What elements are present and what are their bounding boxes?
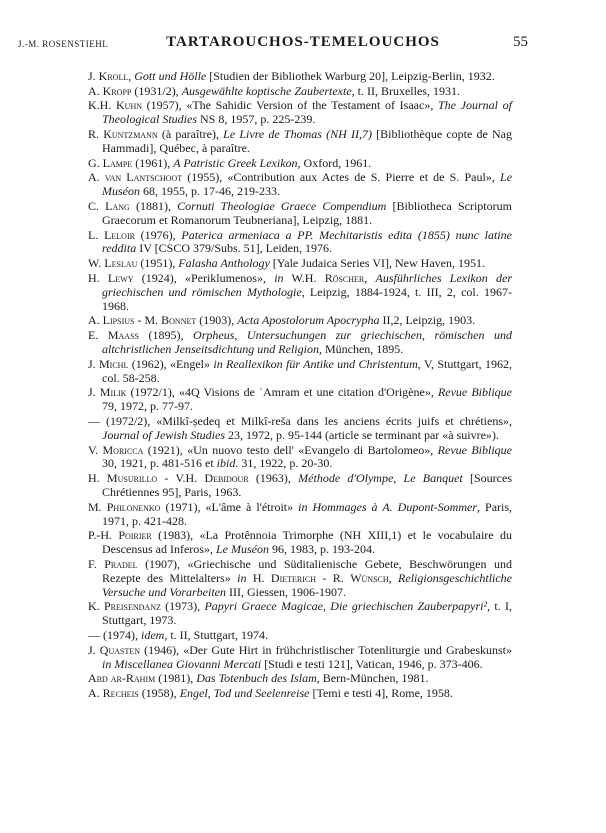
bibliography-entry-segment: L. bbox=[88, 227, 105, 242]
bibliography-entry-segment: (1946), «Der Gute Hirt in frühchristlischer Totenliturgie und Grabeskunst» bbox=[140, 642, 512, 657]
bibliography-entry bbox=[88, 229, 512, 257]
bibliography-entry-segment: K.H. bbox=[88, 98, 116, 113]
bibliography-entry-segment: Paterica armeniaca a PP. Mechitaristis edita (1855) nunc latine reddita bbox=[102, 227, 512, 256]
bibliography-entry-segment: Das Totenbuch des Islam bbox=[196, 671, 317, 686]
bibliography-entry-segment: H. bbox=[246, 570, 271, 585]
bibliography-entry-segment: P.-H. bbox=[88, 528, 119, 543]
bibliography-entry-segment: (1957), «The Sahidic Version of the Testament of Isaac», bbox=[142, 98, 438, 113]
bibliography-entry bbox=[88, 99, 512, 127]
bibliography-entry-segment: E. bbox=[88, 328, 108, 343]
bibliography-entry-segment: Abd ar-Rahim bbox=[88, 671, 156, 686]
bibliography-entry-segment: , Oxford, 1961. bbox=[297, 155, 372, 170]
bibliography-entry-segment: 79, 1972, p. 77-97. bbox=[102, 399, 193, 414]
bibliography-entry-segment: IV [CSCO 379/Subs. 51], Leiden, 1976. bbox=[136, 241, 332, 256]
bibliography-entry-segment: Papyri Graece Magicae, Die griechischen Zauberpapyri² bbox=[204, 599, 488, 614]
running-header-title: TARTAROUCHOS-TEMELOUCHOS bbox=[166, 34, 440, 50]
bibliography-entry-segment: Maass bbox=[107, 328, 139, 343]
bibliography-entry bbox=[88, 644, 512, 672]
bibliography-entry-segment: Religionsgeschichtliche Versuche und Vorarbeiten bbox=[102, 570, 513, 599]
bibliography-entry-segment: - V.H. bbox=[157, 471, 205, 486]
bibliography-entry-segment: H. bbox=[88, 471, 107, 486]
bibliography-entry-segment: Ausführliches Lexikon der griechischen und römischen Mythologie bbox=[102, 270, 512, 299]
bibliography-entry-segment: [Bibliotheca Scriptorum Graecorum et Romanorum Teubneriana], Leipzig, 1881. bbox=[102, 198, 512, 227]
bibliography-entry-segment: (1955), «Contribution aux Actes de S. Pierre et de S. Paul», bbox=[182, 170, 501, 185]
bibliography-entry-segment: in bbox=[274, 270, 284, 285]
bibliography-entry-segment: (1976), bbox=[134, 227, 182, 242]
bibliography-entry-segment: NS 8, 1957, p. 225-239. bbox=[197, 112, 316, 127]
bibliography-entry-segment: — (1972/2), «Milkî-ṣedeq et Milkî-reša dans les anciens écrits juifs et chrétiens», bbox=[88, 413, 512, 428]
bibliography-entry-segment: , bbox=[388, 570, 399, 585]
bibliography-entry-segment: Le Muséon bbox=[102, 170, 513, 199]
bibliography-entry-segment: , t. II, Bruxelles, 1931. bbox=[351, 83, 460, 98]
bibliography-entry-segment: Michl bbox=[99, 356, 129, 371]
bibliography-entry-segment: 23, 1972, p. 95-144 (article se terminant par «à suivre»). bbox=[225, 427, 499, 442]
bibliography-entry-segment: Bonnet bbox=[161, 313, 197, 328]
bibliography-entry-segment: (1903), bbox=[196, 313, 238, 328]
bibliography-entry-segment: idem bbox=[141, 628, 165, 643]
bibliography-entry bbox=[88, 329, 512, 357]
bibliography-entry-segment: Le Livre de Thomas (NH II,7) bbox=[223, 127, 372, 142]
bibliography-entry bbox=[88, 386, 512, 414]
bibliography-entry-segment: II,2, Leipzig, 1903. bbox=[379, 313, 476, 328]
bibliography-entry-segment: (1972/1), «4Q Visions de ʿAmram et une citation d'Origène», bbox=[126, 385, 438, 400]
bibliography-entry-segment: W. bbox=[88, 256, 105, 271]
bibliography-entry-segment: Pradel bbox=[104, 556, 138, 571]
bibliography-entry-segment: Debidour bbox=[204, 471, 249, 486]
bibliography-entry-segment: III, Giessen, 1906-1907. bbox=[225, 584, 346, 599]
bibliography-entry-segment: Journal of Jewish Studies bbox=[102, 427, 225, 442]
bibliography-entry-segment: The Journal of Theological Studies bbox=[102, 98, 512, 127]
bibliography-entry bbox=[88, 600, 512, 628]
bibliography-entry-segment: van Lantschoot bbox=[104, 170, 183, 185]
bibliography-entry-segment: Cornuti Theologiae Graece Compendium bbox=[177, 198, 387, 213]
bibliography-entry-segment: J. bbox=[88, 642, 100, 657]
bibliography-entry bbox=[88, 128, 512, 156]
bibliography-entry-segment: Kuhn bbox=[116, 98, 142, 113]
running-header bbox=[0, 34, 606, 54]
bibliography-entry-segment: [Yale Judaica Series VI], New Haven, 1951. bbox=[269, 256, 485, 271]
bibliography-entry-segment: Orpheus, Untersuchungen zur griechischen, römischen und altchristlichen Jenseitsdichtung und Religion bbox=[102, 328, 512, 356]
bibliography-entry bbox=[88, 687, 512, 701]
bibliography-entry-segment: in Miscellanea Giovanni Mercati bbox=[102, 656, 262, 671]
bibliography-entry bbox=[88, 358, 512, 386]
bibliography-entry-segment: Leloir bbox=[104, 227, 135, 242]
bibliography-entry-segment: (1961), bbox=[132, 155, 174, 170]
bibliography-entry-segment: J. bbox=[88, 69, 99, 83]
bibliography-entry bbox=[88, 272, 512, 314]
bibliography-entry bbox=[88, 415, 512, 443]
bibliography-entry bbox=[88, 672, 512, 686]
bibliography-entry-segment: [Bibliothèque copte de Nag Hammadi], Québec, à paraître. bbox=[102, 127, 512, 155]
bibliography-entry-segment: (1921), «Un nuovo testo dell' «Evangelo di Bartolomeo», bbox=[143, 442, 438, 457]
bibliography-entry-segment: , Leipzig, 1884-1924, t. III, 2, col. 1967-1968. bbox=[102, 284, 512, 313]
bibliography-entry-segment: Dieterich bbox=[270, 570, 317, 585]
bibliography-entry bbox=[88, 85, 512, 99]
bibliography-entry-segment: Le Muséon bbox=[215, 542, 269, 557]
bibliography-entry-segment: (1951), bbox=[137, 256, 179, 271]
bibliography-entry-segment: (1907), «Griechische und Süditalienische Gebete, Beschwörungen und Rezepte des Mittelalters» bbox=[102, 556, 512, 585]
bibliography-entry-segment: (1931/2), bbox=[131, 83, 182, 98]
bibliography-entry-segment: Quasten bbox=[99, 642, 141, 657]
bibliography-entry-segment: A. bbox=[88, 313, 103, 328]
bibliography-entry-segment: [Sources Chrétiennes 95], Paris, 1963. bbox=[102, 471, 512, 500]
page-number: 55 bbox=[513, 34, 528, 50]
bibliography-entry bbox=[88, 444, 512, 472]
bibliography-entry-segment: in bbox=[237, 570, 247, 585]
bibliography-entry-segment: A. bbox=[88, 83, 103, 98]
bibliography-entry-segment: Falasha Anthology bbox=[178, 256, 270, 271]
bibliography-entry-segment: (1983), «La Protênnoia Trimorphe (NH XIII,1) et le vocabulaire du Descensus ad Inferos», bbox=[102, 528, 512, 557]
bibliography-entry bbox=[88, 70, 512, 84]
bibliography-entry-segment: Engel, Tod und Seelenreise bbox=[179, 686, 310, 701]
bibliography-entry-segment: V. bbox=[88, 442, 103, 457]
bibliography-entry-segment: — (1974), bbox=[88, 628, 141, 643]
bibliography-entry-segment: Ausgewählte koptische Zaubertexte bbox=[181, 83, 352, 98]
bibliography-entry-segment: Lang bbox=[105, 198, 130, 213]
bibliography-entry-segment: A. bbox=[88, 170, 105, 185]
bibliography-entry-segment: , Paris, 1971, p. 421-428. bbox=[102, 499, 513, 528]
bibliography-entry-segment: A Patristic Greek Lexikon bbox=[173, 155, 298, 170]
bibliography-entry-segment: , München, 1895. bbox=[318, 341, 404, 356]
bibliography-entry-segment: (1958), bbox=[138, 686, 180, 701]
bibliography-entry-segment: Revue Biblique bbox=[437, 442, 513, 457]
bibliography-entry-segment: A. bbox=[88, 686, 103, 701]
bibliography-entry-segment: K. bbox=[88, 599, 104, 614]
bibliography-entry bbox=[88, 501, 512, 529]
bibliography-entry-segment: in Reallexikon für Antike und Christentum bbox=[213, 356, 418, 371]
bibliography-entry-segment: W.H. bbox=[283, 270, 325, 285]
bibliography-entry-segment: (1895), bbox=[138, 328, 194, 343]
bibliography-entry-segment: C. bbox=[88, 198, 106, 213]
bibliography-entry bbox=[88, 157, 512, 171]
bibliography-entry-segment: Kropp bbox=[102, 83, 132, 98]
bibliography-entry-segment: Kuntzmann bbox=[103, 127, 158, 142]
running-header-author: J.-M. ROSENSTIEHL bbox=[18, 39, 109, 49]
bibliography-entry-segment: - M. bbox=[134, 313, 162, 328]
bibliography-entry-segment: Méthode d'Olympe, Le Banquet bbox=[298, 471, 463, 486]
bibliography-entry-segment: in Hommages à A. Dupont-Sommer bbox=[298, 499, 477, 514]
bibliography-entry-segment: Acta Apostolorum Apocrypha bbox=[237, 313, 380, 328]
bibliography-entry-segment: (1973), bbox=[160, 599, 205, 614]
bibliography-entry-segment: J. bbox=[88, 385, 100, 400]
bibliography-entry-segment: [Temi e testi 4], Rome, 1958. bbox=[309, 686, 453, 701]
bibliography-entry-segment: , Bern-München, 1981. bbox=[316, 671, 429, 686]
bibliography-entry-segment: 30, 1921, p. 481-516 et bbox=[102, 456, 217, 471]
bibliography-entry-segment: , t. I, Stuttgart, 1973. bbox=[102, 599, 512, 628]
bibliography-entry-segment: Musurillo bbox=[106, 471, 158, 486]
bibliography-list bbox=[88, 70, 512, 702]
bibliography-entry-segment: G. bbox=[88, 155, 103, 170]
bibliography-entry-segment: (1962), «Engel» bbox=[128, 356, 214, 371]
bibliography-entry bbox=[88, 629, 512, 643]
bibliography-entry-segment: Lampe bbox=[102, 155, 133, 170]
bibliography-entry bbox=[88, 314, 512, 328]
bibliography-entry bbox=[88, 529, 512, 557]
bibliography-entry-segment: Röscher bbox=[324, 270, 365, 285]
bibliography-entry-segment: J. bbox=[88, 356, 100, 371]
bibliography-entry bbox=[88, 472, 512, 500]
bibliography-entry-segment: Moricca bbox=[102, 442, 144, 457]
bibliography-entry-segment: (1881), bbox=[129, 198, 178, 213]
bibliography-entry-segment: Wünsch bbox=[350, 570, 389, 585]
bibliography-entry-segment: Leslau bbox=[104, 256, 138, 271]
bibliography-entry-segment: , V, Stuttgart, 1962, col. 58-258. bbox=[102, 356, 513, 385]
bibliography-entry-segment: Preisendanz bbox=[103, 599, 161, 614]
bibliography-entry-segment: , bbox=[364, 270, 376, 285]
bibliography-entry-segment: 31, 1922, p. 20-30. bbox=[238, 456, 333, 471]
bibliography-entry-segment: Lipsius bbox=[102, 313, 135, 328]
bibliography-entry-segment: Philonenko bbox=[106, 499, 161, 514]
bibliography-entry-segment: Milik bbox=[99, 385, 127, 400]
bibliography-entry-segment: [Studi e testi 121], Vatican, 1946, p. 373-406. bbox=[261, 656, 483, 671]
bibliography-entry-segment: Kroll bbox=[98, 69, 129, 83]
bibliography-entry-segment: , bbox=[128, 69, 135, 83]
bibliography-entry-segment: Poirier bbox=[118, 528, 152, 543]
bibliography-entry-segment: - R. bbox=[316, 570, 351, 585]
bibliography-entry-segment: H. bbox=[88, 270, 108, 285]
bibliography-entry-segment: Gott und Hölle bbox=[134, 69, 207, 83]
bibliography-entry-segment: (1971), «L'âme à l'étroit» bbox=[160, 499, 299, 514]
bibliography-entry bbox=[88, 558, 512, 600]
bibliography-entry-segment: (1924), «Periklumenos», bbox=[133, 270, 275, 285]
bibliography-entry-segment: (à paraître), bbox=[157, 127, 224, 142]
bibliography-entry-segment: Lewy bbox=[107, 270, 134, 285]
bibliography-entry-segment: 96, 1983, p. 193-204. bbox=[268, 542, 375, 557]
bibliography-entry-segment: Recheis bbox=[102, 686, 139, 701]
bibliography-entry-segment: [Studien der Bibliothek Warburg 20], Leipzig-Berlin, 1932. bbox=[206, 69, 495, 83]
bibliography-entry-segment: , t. II, Stuttgart, 1974. bbox=[164, 628, 268, 643]
bibliography-entry bbox=[88, 171, 512, 199]
bibliography-entry-segment: 68, 1955, p. 17-46, 219-233. bbox=[140, 184, 280, 199]
bibliography-entry-segment: ibid. bbox=[216, 456, 239, 471]
bibliography-entry-segment: M. bbox=[88, 499, 107, 514]
bibliography-entry-segment: R. bbox=[88, 127, 104, 142]
bibliography-entry bbox=[88, 257, 512, 271]
bibliography-entry-segment: F. bbox=[88, 556, 105, 571]
bibliography-entry-segment: Revue Biblique bbox=[437, 385, 513, 400]
bibliography-entry-segment: (1981), bbox=[155, 671, 197, 686]
bibliography-entry-segment: (1963), bbox=[248, 471, 299, 486]
bibliography-entry bbox=[88, 200, 512, 228]
